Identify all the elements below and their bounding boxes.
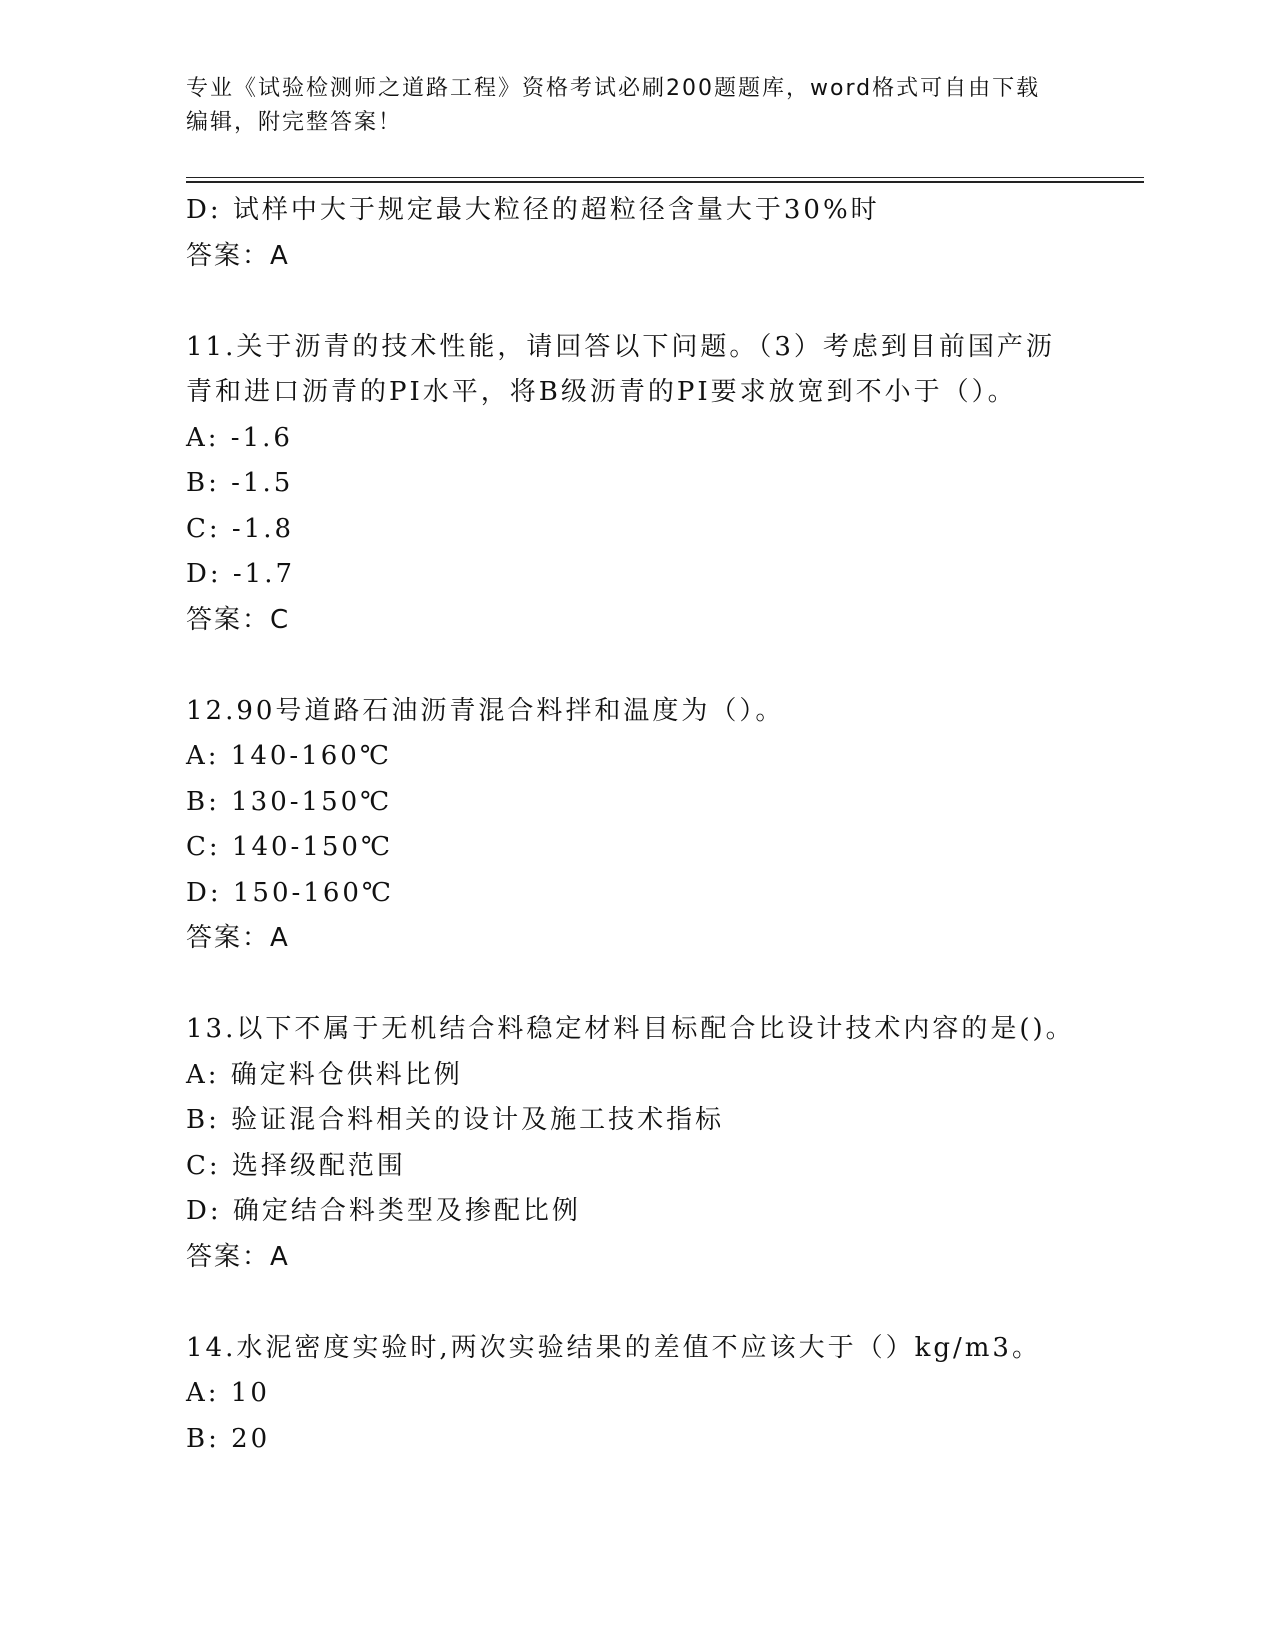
previous-question-fragment	[186, 188, 1086, 279]
option-b: B: 验证混合料相关的设计及施工技术指标	[186, 1105, 725, 1135]
option-b: B: 20	[186, 1423, 271, 1454]
spacer	[186, 1280, 1086, 1326]
header-divider-thin	[186, 177, 1144, 178]
spacer	[186, 962, 1086, 1008]
document-header	[186, 72, 1086, 140]
option-c: C: -1.8	[186, 513, 295, 544]
question-12	[186, 689, 1086, 962]
option-a: A: 确定料仓供料比例	[186, 1059, 463, 1090]
question-14	[186, 1326, 1086, 1463]
option-a: A: -1.6	[186, 422, 293, 453]
option-a: A: 140-160℃	[186, 741, 392, 771]
option-d: D: 确定结合料类型及掺配比例	[186, 1196, 581, 1226]
question-stem: 青和进口沥青的PI水平，将B级沥青的PI要求放宽到不小于（）。	[186, 377, 1017, 407]
header-line-1: 专业《试验检测师之道路工程》资格考试必刷200题题库，word格式可自由下载	[186, 76, 1041, 101]
question-11	[186, 325, 1086, 644]
question-stem: 13.以下不属于无机结合料稳定材料目标配合比设计技术内容的是()。	[186, 1014, 1075, 1044]
option-d: D: 试样中大于规定最大粒径的超粒径含量大于30%时	[186, 195, 880, 225]
header-line-2: 编辑，附完整答案！	[186, 110, 403, 135]
question-stem: 12.90号道路石油沥青混合料拌和温度为（）。	[186, 695, 785, 726]
answer-line: 答案：A	[186, 240, 290, 271]
spacer	[186, 643, 1086, 689]
answer-line: 答案：C	[186, 604, 291, 635]
question-stem: 14.水泥密度实验时,两次实验结果的差值不应该大于（）kg/m3。	[186, 1332, 1041, 1363]
option-a: A: 10	[186, 1378, 270, 1408]
question-list	[186, 188, 1086, 1462]
answer-line: 答案：A	[186, 1241, 290, 1272]
option-c: C: 选择级配范围	[186, 1150, 406, 1181]
header-divider-thick	[186, 181, 1144, 183]
option-b: B: -1.5	[186, 468, 294, 498]
question-stem: 11.关于沥青的技术性能，请回答以下问题。（3）考虑到目前国产沥	[186, 331, 1055, 362]
option-d: D: -1.7	[186, 559, 296, 589]
question-13	[186, 1007, 1086, 1280]
spacer	[186, 279, 1086, 325]
answer-line: 答案：A	[186, 923, 290, 953]
option-d: D: 150-160℃	[186, 877, 394, 908]
option-b: B: 130-150℃	[186, 786, 393, 817]
option-c: C: 140-150℃	[186, 832, 394, 862]
